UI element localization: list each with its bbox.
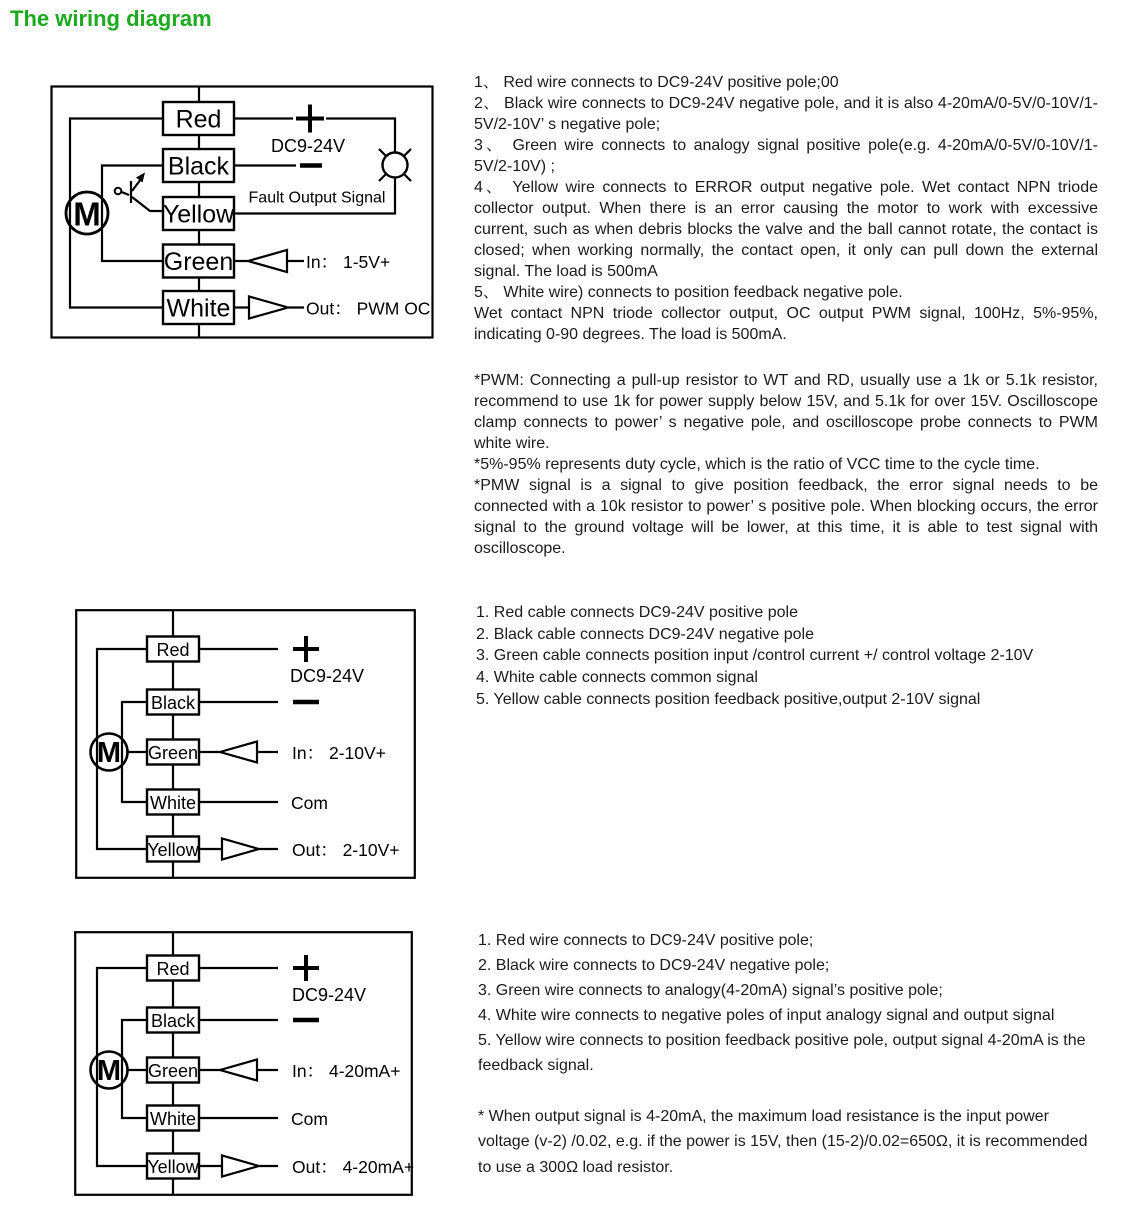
- note-item: 1、 Red wire connects to DC9-24V positive pole;00: [474, 74, 839, 91]
- page-title: The wiring diagram: [10, 6, 212, 31]
- wiring-diagram-3: [74, 931, 413, 1196]
- note-item: 5、 White wire) connects to position feedback negative pole.: [474, 284, 903, 301]
- note-item: 3. Green wire connects to analogy(4-20mA) signal’s positive pole;: [478, 982, 943, 999]
- wire-label-black: Black: [167, 152, 230, 181]
- notes-diagram1: [474, 72, 1098, 345]
- motor-label: M: [96, 1055, 122, 1087]
- wire-label-yellow: Yellow: [147, 1157, 199, 1177]
- note-item: 2. Black wire connects to DC9-24V negative pole;: [478, 957, 830, 974]
- output-signal-label: Out： 2-10V+: [292, 840, 400, 860]
- com-label: Com: [291, 793, 328, 813]
- note-item: 2. Black cable connects DC9-24V negative pole: [476, 625, 814, 643]
- note-item: 3. Green cable connects position input /control current +/ control voltage 2-10V: [476, 647, 1034, 665]
- pwm-notes: [474, 370, 1098, 559]
- plus-symbol: [296, 105, 324, 133]
- wire-label-red: Red: [175, 105, 222, 134]
- wire-label-red: Red: [156, 959, 190, 979]
- lamp-icon: [379, 149, 411, 181]
- wire-label-yellow: Yellow: [147, 840, 199, 860]
- pwm-note-paragraph: *PWM: Connecting a pull-up resistor to WT and RD, usually use a 1k or 5.1k resistor, recommend to use 1k for power supply below 15V, and 5.1k for over 15V. Oscilloscope clamp connects to power’ s negative pole, and oscilloscope probe connects to PWM white wire.: [474, 372, 1098, 452]
- note-item: 1. Red cable connects DC9-24V positive pole: [476, 604, 798, 621]
- notes-diagram2: [476, 602, 1100, 711]
- com-label: Com: [291, 1109, 328, 1129]
- note-extra: Wet contact NPN triode collector output, OC output PWM signal, 100Hz, 5%-95%, indicating 0-90 degrees. The load is 500mA.: [474, 305, 1098, 343]
- input-signal-label: In： 4-20mA+: [292, 1061, 401, 1081]
- load-resistor-footnote: [478, 1104, 1090, 1180]
- input-signal-label: In： 2-10V+: [292, 743, 386, 763]
- note-item: 1. Red wire connects to DC9-24V positive pole;: [478, 932, 814, 949]
- wire-label-red: Red: [156, 640, 190, 660]
- wire-label-white: White: [166, 294, 231, 323]
- pwm-note-paragraph: *PMW signal is a signal to give position feedback, the error signal needs to be connected with a 10k resistor to power’ s positive pole. When blocking occurs, the error signal to the ground voltage will be lower, at this time, it is able to test signal with oscilloscope.: [474, 477, 1098, 557]
- pwm-note-paragraph: *5%-95% represents duty cycle, which is the ratio of VCC time to the cycle time.: [474, 456, 1040, 473]
- note-item: 4. White wire connects to negative poles of input analogy signal and output signal: [478, 1007, 1055, 1024]
- power-label: DC9-24V: [291, 985, 367, 1005]
- note-item: 5. Yellow cable connects position feedback positive,output 2-10V signal: [476, 690, 981, 708]
- output-signal-label: Out： 4-20mA+: [292, 1157, 415, 1177]
- output-arrow-icon: [222, 1156, 259, 1177]
- wire-label-white: White: [149, 1109, 197, 1129]
- wire-label-white: White: [149, 793, 197, 813]
- notes-diagram3: [478, 928, 1090, 1078]
- power-label: DC9-24V: [270, 136, 346, 156]
- motor-label: M: [73, 195, 101, 233]
- input-arrow-icon: [220, 742, 257, 763]
- wiring-diagram-1: [50, 85, 434, 339]
- note-item: 3、 Green wire connects to analogy signal positive pole(e.g. 4-20mA/0-5V/0-10V/1-5V/2-10V) ;: [474, 137, 1098, 175]
- output-signal-label: Out： PWM OC: [306, 298, 431, 319]
- wire-label-black: Black: [150, 693, 196, 713]
- note-item: 2、 Black wire connects to DC9-24V negative pole, and it is also 4-20mA/0-5V/0-10V/1-5V/2-10V’ s negative pole;: [474, 95, 1098, 133]
- input-arrow-icon: [248, 250, 287, 272]
- plus-symbol: [293, 955, 319, 981]
- plus-symbol: [293, 636, 319, 662]
- motor-label: M: [96, 737, 122, 769]
- wire-label-green: Green: [147, 1061, 199, 1081]
- power-label: DC9-24V: [289, 666, 365, 686]
- input-signal-label: In： 1-5V+: [306, 252, 391, 272]
- note-item: 4. White cable connects common signal: [476, 669, 758, 687]
- footnote-text: * When output signal is 4-20mA, the maximum load resistance is the input power voltage (v-2) /0.02, e.g. if the power is 15V, then (15-2)/0.02=650Ω, it is recommended to use a 300Ω load resistor.: [478, 1108, 1088, 1176]
- npn-switch-icon: [115, 173, 163, 212]
- note-item: 4、 Yellow wire connects to ERROR output negative pole. Wet contact NPN triode collector output. When there is an error causing the motor to work with excessive current, such as when debris blocks the valve and the ball cannot rotate, the contact is closed; when working normally, the contact open, it only can pull down the external signal. The load is 500mA: [474, 179, 1099, 280]
- output-arrow-icon: [249, 297, 288, 319]
- fault-output-label: Fault Output Signal: [248, 189, 386, 207]
- wire-label-green: Green: [163, 248, 234, 276]
- black-green-loop: [102, 166, 163, 262]
- wire-label-black: Black: [150, 1011, 196, 1031]
- input-arrow-icon: [220, 1060, 257, 1081]
- wiring-diagram-2: [75, 609, 416, 879]
- wire-label-yellow: Yellow: [162, 200, 235, 229]
- output-arrow-icon: [222, 839, 259, 860]
- note-item: 5. Yellow wire connects to position feedback positive pole, output signal 4-20mA is the feedback signal.: [478, 1032, 1086, 1074]
- wire-label-green: Green: [147, 743, 199, 763]
